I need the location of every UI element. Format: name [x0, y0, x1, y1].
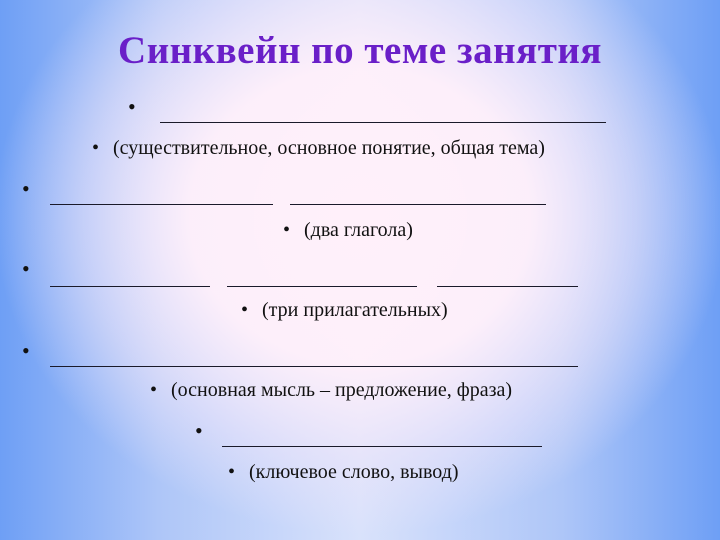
hint-bullet: •	[92, 137, 100, 159]
hint-noun-text: (существительное, основное понятие, общая тема)	[113, 137, 545, 159]
slide-title: Синквейн по теме занятия	[118, 29, 602, 72]
hint-bullet: •	[283, 219, 291, 241]
blank-line-noun	[160, 122, 606, 123]
blank-line-verb-2	[290, 204, 546, 205]
hint-sentence	[150, 378, 512, 402]
hint-noun	[92, 136, 545, 160]
hint-keyword-text: (ключевое слово, вывод)	[249, 461, 459, 483]
hint-bullet: •	[241, 299, 249, 321]
hint-verbs	[283, 218, 413, 242]
blank-line-adjective-2	[227, 286, 417, 287]
bullet-keyword: •	[195, 418, 203, 443]
hint-verbs-text: (два глагола)	[304, 219, 413, 241]
hint-sentence-text: (основная мысль – предложение, фраза)	[171, 379, 513, 401]
blank-line-sentence	[50, 366, 578, 367]
blank-line-adjective-1	[50, 286, 210, 287]
bullet-adjectives: •	[22, 256, 30, 281]
hint-bullet: •	[150, 379, 158, 401]
hint-keyword	[228, 460, 459, 484]
bullet-noun: •	[128, 94, 136, 119]
hint-adjectives	[241, 298, 448, 322]
blank-line-adjective-3	[437, 286, 578, 287]
blank-line-keyword	[222, 446, 542, 447]
hint-adjectives-text: (три прилагательных)	[262, 299, 448, 321]
bullet-sentence: •	[22, 338, 30, 363]
bullet-verbs: •	[22, 176, 30, 201]
blank-line-verb-1	[50, 204, 273, 205]
hint-bullet: •	[228, 461, 236, 483]
